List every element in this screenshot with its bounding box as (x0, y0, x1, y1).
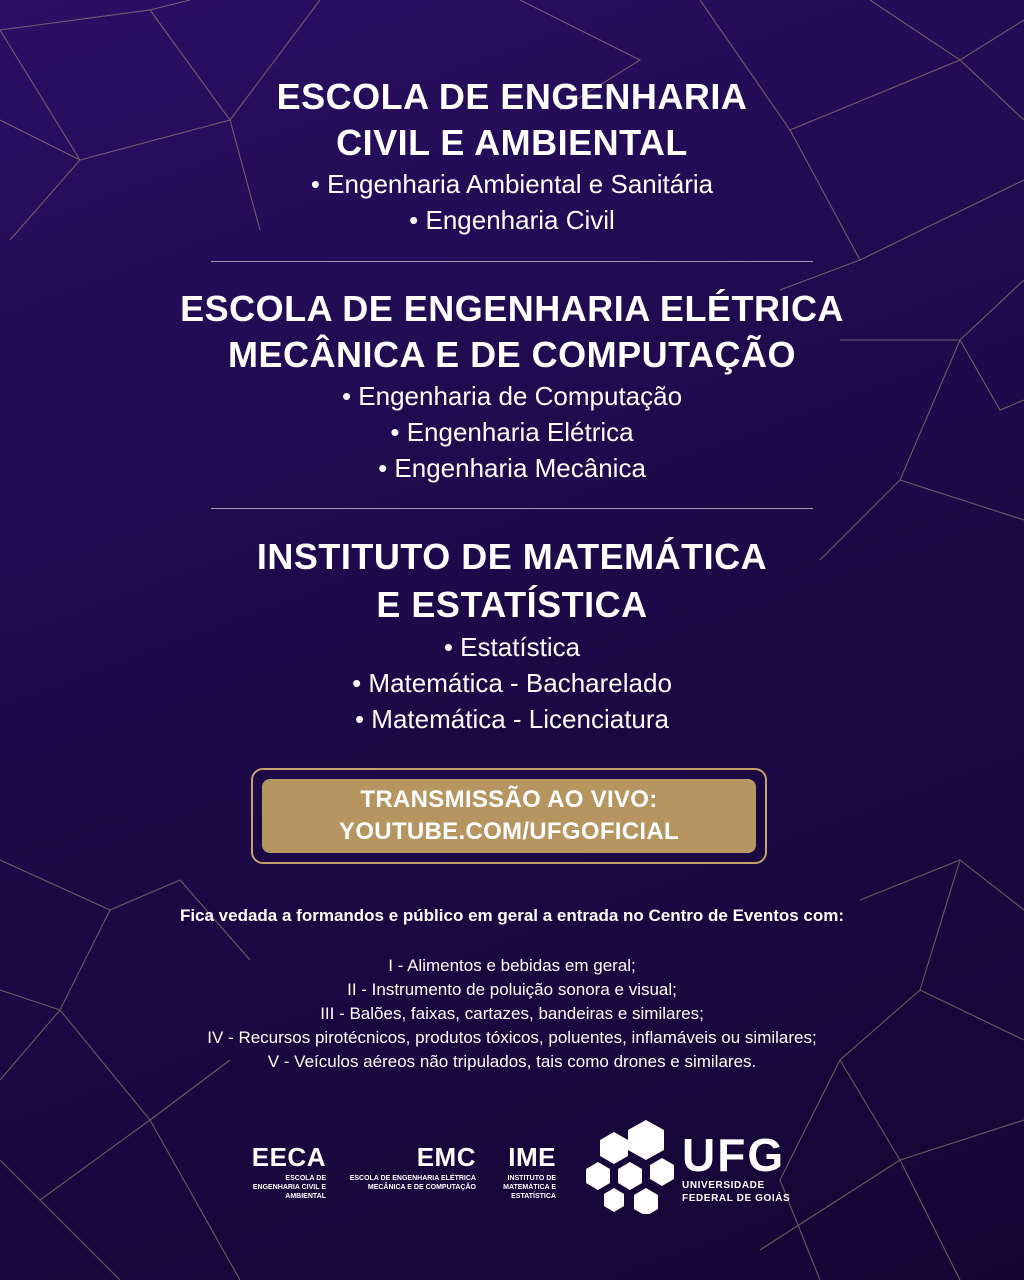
live-stream-label: TRANSMISSÃO AO VIVO: (360, 786, 658, 813)
school-title-line: CIVIL E AMBIENTAL (336, 122, 688, 163)
logo-desc-line: AMBIENTAL (285, 1193, 326, 1200)
logo-eeca-desc (236, 1174, 326, 1201)
logo-eeca-abbr: EECA (251, 1142, 326, 1172)
logo-desc-line: INSTITUTO DE (507, 1175, 556, 1182)
logo-eeca (236, 1142, 326, 1201)
logo-ime-desc (496, 1174, 556, 1201)
notice-item: I - Alimentos e bebidas em geral; (388, 956, 636, 975)
logo-ufg (682, 1129, 791, 1204)
notice-item: V - Veículos aéreos não tripulados, tais como drones e similares. (267, 1052, 757, 1071)
logo-ime-abbr: IME (508, 1142, 556, 1172)
logo-ufg-sub2: FEDERAL DE GOIÁS (682, 1193, 791, 1204)
logo-desc-line: ESCOLA DE (285, 1175, 326, 1182)
logo-desc-line: MATEMÁTICA E (503, 1184, 556, 1191)
course-item: • Matemática - Bacharelado (352, 668, 672, 698)
school-title-line: MECÂNICA E DE COMPUTAÇÃO (228, 334, 796, 375)
logo-desc-line: ESTATÍSTICA (511, 1193, 556, 1200)
live-stream-banner[interactable] (251, 768, 767, 864)
logo-emc-desc (346, 1174, 476, 1192)
course-item: • Estatística (443, 632, 581, 662)
divider (211, 261, 813, 262)
logo-emc (346, 1142, 476, 1192)
live-stream-url[interactable]: YOUTUBE.COM/UFGOFICIAL (339, 818, 679, 845)
course-item: • Matemática - Licenciatura (354, 704, 669, 734)
notice-list (0, 954, 1024, 1074)
school-title-line: E ESTATÍSTICA (376, 584, 648, 625)
school-title-line: INSTITUTO DE MATEMÁTICA (256, 536, 768, 577)
school-eeca (0, 74, 1024, 238)
notice-heading: Fica vedada a formandos e público em geral a entrada no Centro de Eventos com: (179, 906, 845, 925)
course-item: • Engenharia Elétrica (390, 417, 634, 447)
ufg-hexagon-logo-icon (584, 1118, 676, 1214)
divider (211, 508, 813, 509)
notice-item: III - Balões, faixas, cartazes, bandeiras e similares; (320, 1004, 704, 1023)
logo-emc-abbr: EMC (416, 1142, 476, 1172)
logo-desc-line: ESCOLA DE ENGENHARIA ELÉTRICA (349, 1175, 476, 1182)
logo-desc-line: ENGENHARIA CIVIL E (252, 1184, 326, 1191)
notice-item: IV - Recursos pirotécnicos, produtos tóxicos, poluentes, inflamáveis ou similares; (207, 1028, 817, 1047)
logo-desc-line: MECÂNICA E DE COMPUTAÇÃO (367, 1184, 476, 1191)
course-item: • Engenharia de Computação (341, 381, 683, 411)
notice-item: II - Instrumento de poluição sonora e visual; (347, 980, 677, 999)
logo-ime (496, 1142, 556, 1201)
course-item: • Engenharia Mecânica (378, 453, 646, 483)
logo-ufg-sub1: UNIVERSIDADE (682, 1180, 765, 1191)
school-title-line: ESCOLA DE ENGENHARIA (276, 76, 748, 117)
logo-ufg-abbr: UFG (682, 1129, 786, 1181)
school-title-line: ESCOLA DE ENGENHARIA ELÉTRICA (180, 288, 844, 329)
live-stream-plate (262, 779, 756, 853)
course-item: • Engenharia Civil (409, 205, 615, 235)
school-ime (0, 533, 1024, 737)
school-emc (0, 286, 1024, 486)
course-item: • Engenharia Ambiental e Sanitária (310, 169, 714, 199)
